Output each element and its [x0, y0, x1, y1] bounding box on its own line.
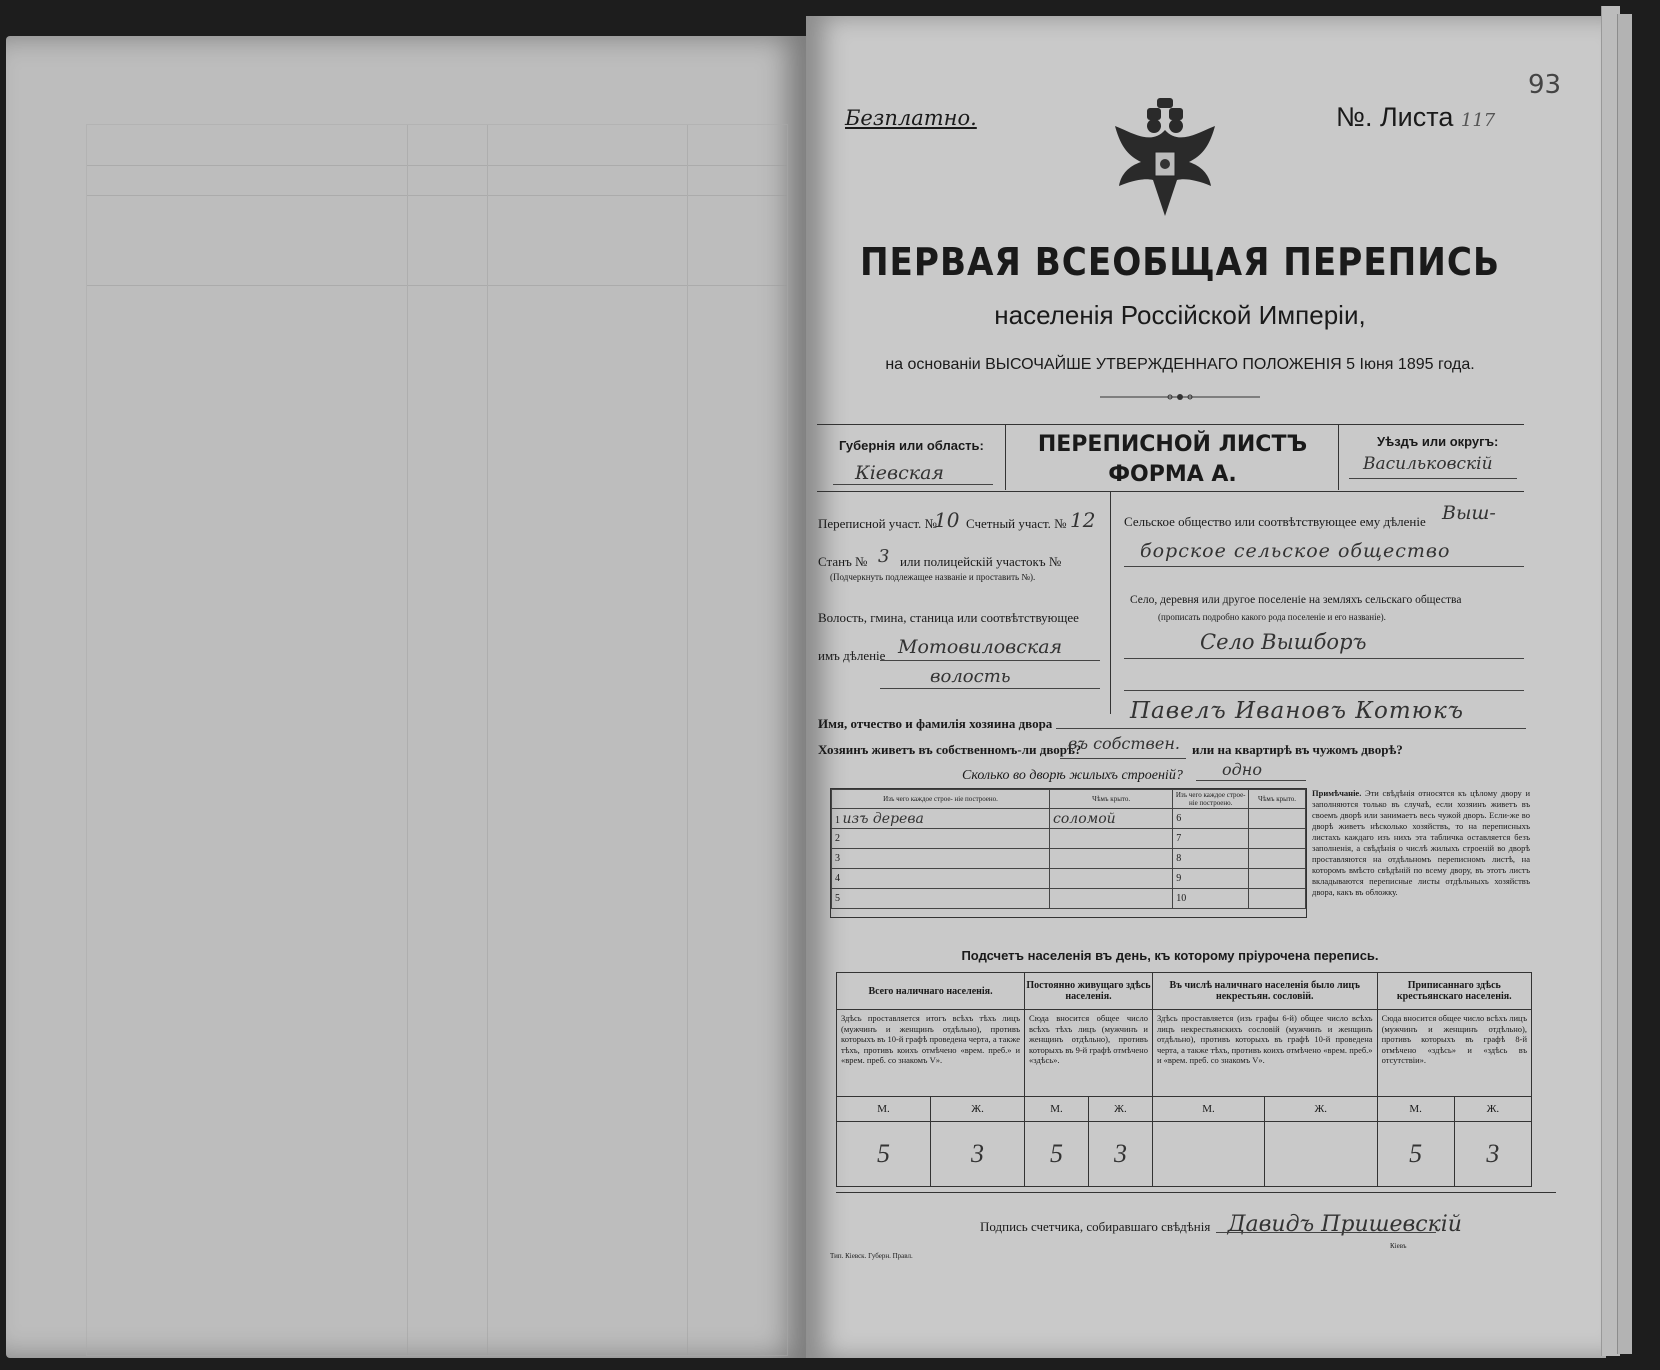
- owner-value: Павелъ Ивановъ Котюкъ: [1130, 698, 1465, 724]
- society-value-2: борское сельское общество: [1140, 540, 1451, 562]
- stan-label: Станъ №: [818, 554, 868, 569]
- permanent-male: 5: [1025, 1122, 1089, 1187]
- buildings-question: Сколько во дворѣ жилыхъ строеній?: [962, 768, 1183, 783]
- note-title: Примѣчаніе.: [1312, 788, 1362, 798]
- lives-label: Хозяинъ живетъ въ собственномъ-ли дворѣ?: [818, 742, 1082, 757]
- col-material-header-2: Изъ чего каждое строе- ніе построено.: [1173, 790, 1249, 809]
- note-text: Эти свѣдѣнія относятся къ цѣлому двору и заполняются только въ случаѣ, если хозяинъ живетъ въ своемъ дворѣ или занимаетъ весь чужой дворъ. Если-же во дворѣ живетъ нѣсколько хозяйствъ, то на переписныхъ листахъ каждаго изъ нихъ эта табличка оставляется безъ заполненія, а свѣдѣнія о числѣ жилыхъ строеній во дворѣ проставляются на отдѣльномъ переписномъ листѣ, на которомъ вмѣсто свѣдѣній по всему двору, въ этотъ листъ вкладываются переписные листы отдѣльныхъ хозяйствъ двора, какъ въ обложку.: [1312, 788, 1530, 897]
- legal-basis: на основаніи ВЫСОЧАЙШЕ УТВЕРЖДЕННАГО ПОЛОЖЕНІЯ 5 Іюня 1895 года.: [885, 356, 1475, 373]
- population-table: Всего наличнаго населенія. Постоянно живущаго здѣсь населенія. Въ числѣ наличнаго населенія было лицъ некрестьян. сословій. Приписаннаго здѣсь крестьянскаго населенія. Здѣсь проставляется итогъ всѣхъ тѣхъ лицъ (мужчинъ и женщинъ отдѣльно), противъ которыхъ въ 10-й графѣ проведена черта, а также тѣхъ, противъ коихъ отмѣчено «врем. преб.» и «врем. преб. со знакомъ V». Сюда вносится общее число всѣхъ тѣхъ лицъ (мужчинъ и женщинъ отдѣльно), противъ которыхъ въ 9-й графѣ отмѣчено «здѣсь». Здѣсь проставляется (изъ графы 6-й) общее число всѣхъ лицъ некрестьянскихъ сословій (мужчинъ и женщинъ отдѣльно), противъ которыхъ въ графѣ 10-й проведена черта, а также тѣхъ, противъ коихъ отмѣчено «врем. преб.» и «врем. преб. со знакомъ V». Сюда вносится общее число всѣхъ лицъ (мужчинъ и женщинъ отдѣльно), противъ которыхъ въ графѣ 8-й отмѣчено «здѣсь» и «здѣсь въ отсутствіи». М. Ж. М. Ж. М. Ж. М. Ж. 5 3 5 3 5 3: [836, 972, 1532, 1174]
- uezd-value: Васильковскій: [1363, 454, 1493, 474]
- society-value: Выш-: [1442, 502, 1496, 524]
- table-row: 4 9: [832, 869, 1306, 889]
- col-roof-header: Чѣмъ крыто.: [1050, 790, 1173, 809]
- printer-mark-left: Тип. Кіевск. Губерн. Правл.: [830, 1252, 913, 1260]
- col-material-header: Изъ чего каждое строе- ніе построено.: [832, 790, 1050, 809]
- printer-mark-right: Кіевъ: [1390, 1242, 1407, 1250]
- free-label: Безплатно.: [845, 106, 977, 130]
- population-caption: Подсчетъ населенія въ день, къ которому пріурочена перепись.: [961, 948, 1379, 963]
- peasant-male: 5: [1377, 1122, 1454, 1187]
- table-row: 2 7: [832, 829, 1306, 849]
- form-title: [1010, 430, 1335, 490]
- uezd-cell: [1338, 424, 1525, 490]
- table-row: 1 изъ дерева соломой 6: [832, 809, 1306, 829]
- police-label: или полицейскій участокъ №: [900, 554, 1062, 569]
- left-page: [6, 36, 806, 1358]
- form-title-line1: ПЕРЕПИСНОЙ ЛИСТЪ: [1037, 432, 1308, 457]
- gubernia-label: Губернія или область:: [839, 438, 984, 453]
- village-value: Село Вышборъ: [1200, 630, 1367, 654]
- buildings-table: [830, 788, 1307, 918]
- imperial-eagle-emblem: [1111, 96, 1219, 226]
- lives-alt-label: или на квартирѣ въ чужомъ дворѣ?: [1192, 742, 1403, 757]
- nonpeasant-male: [1152, 1122, 1264, 1187]
- census-title: ПЕРВАЯ ВСЕОБЩАЯ ПЕРЕПИСЬ: [859, 240, 1501, 284]
- village-note: (прописать подробно какого рода поселеніе и его названіе).: [1158, 612, 1386, 622]
- volost-value-2: волость: [930, 666, 1011, 687]
- volost-value: Мотовиловская: [898, 636, 1063, 658]
- col-nonpeasant-header: Въ числѣ наличнаго населенія было лицъ некрестьян. сословій.: [1152, 973, 1377, 1010]
- village-label: Село, деревня или другое поселеніе на земляхъ сельскаго общества: [1130, 594, 1462, 606]
- signature-label: Подпись счетчика, собиравшаго свѣдѣнія: [980, 1219, 1211, 1234]
- count-area-value: 12: [1070, 508, 1096, 532]
- signature-line: [980, 1212, 1462, 1237]
- census-subtitle: населенія Россійской Имперіи,: [994, 300, 1366, 330]
- total-male: 5: [837, 1122, 931, 1187]
- uezd-label: Уѣздъ или округъ:: [1377, 434, 1499, 449]
- page-edge: [1617, 14, 1632, 1354]
- society-label: Сельское общество или соотвѣтствующее ему дѣленіе: [1124, 514, 1426, 529]
- census-area-value: 10: [934, 508, 960, 532]
- col-total-desc: Здѣсь проставляется итогъ всѣхъ тѣхъ лицъ (мужчинъ и женщинъ отдѣльно), противъ которыхъ въ 10-й графѣ проведена черта, а также тѣхъ, противъ коихъ отмѣчено «врем. преб.» и «врем. преб. со знакомъ V».: [837, 1010, 1025, 1097]
- col-peasant-header: Приписаннаго здѣсь крестьянскаго населенія.: [1377, 973, 1531, 1010]
- owner-label: Имя, отчество и фамилія хозяина двора: [818, 716, 1053, 731]
- lives-value: въ собствен.: [1068, 734, 1180, 753]
- col-permanent-header: Постоянно живущаго здѣсь населенія.: [1025, 973, 1153, 1010]
- nonpeasant-female: [1264, 1122, 1377, 1187]
- table-row: 3 8: [832, 849, 1306, 869]
- sheet-label: №. Листа: [1336, 102, 1454, 132]
- underline-note: (Подчеркнуть подлежащее названіе и проставить №).: [830, 572, 1036, 582]
- col-peasant-desc: Сюда вносится общее число всѣхъ лицъ (мужчинъ и женщинъ отдѣльно), противъ которыхъ въ графѣ 8-й отмѣчено «здѣсь» и «здѣсь въ отсутствіи».: [1377, 1010, 1531, 1097]
- bleed-through-grid: [86, 124, 788, 1356]
- signature-value: Давидъ Пришевскій: [1227, 1212, 1462, 1237]
- col-permanent-desc: Сюда вносится общее число всѣхъ тѣхъ лицъ (мужчинъ и женщинъ отдѣльно), противъ которыхъ въ 9-й графѣ отмѣчено «здѣсь».: [1025, 1010, 1153, 1097]
- permanent-female: 3: [1089, 1122, 1153, 1187]
- peasant-female: 3: [1454, 1122, 1531, 1187]
- col-nonpeasant-desc: Здѣсь проставляется (изъ графы 6-й) общее число всѣхъ лицъ некрестьянскихъ сословій (мужчинъ и женщинъ отдѣльно), противъ которыхъ въ графѣ 10-й проведена черта, а также тѣхъ, противъ коихъ отмѣчено «врем. преб.» и «врем. преб. со знакомъ V».: [1152, 1010, 1377, 1097]
- row-roof: соломой: [1053, 810, 1116, 827]
- page-number: 93: [1528, 70, 1562, 100]
- ornament-divider: [1100, 392, 1260, 402]
- buildings-count-value: одно: [1222, 760, 1262, 779]
- gubernia-value: Кіевская: [855, 462, 944, 484]
- volost-label-2: имъ дѣленіе: [818, 648, 886, 663]
- sheet-number-value: 117: [1460, 110, 1496, 131]
- total-female: 3: [931, 1122, 1025, 1187]
- col-roof-header-2: Чѣмъ крыто.: [1249, 790, 1306, 809]
- sheet-number: [1336, 102, 1495, 133]
- census-area-label: Переписной участ. №: [818, 516, 937, 531]
- form-title-line2: ФОРМА А.: [1108, 462, 1237, 487]
- table-row: 5 10: [832, 889, 1306, 909]
- stan-value: 3: [878, 546, 890, 567]
- note-block: [1312, 788, 1530, 898]
- volost-label: Волость, гмина, станица или соотвѣтствующее: [818, 610, 1079, 625]
- row-material: изъ дерева: [842, 810, 924, 827]
- col-total-header: Всего наличнаго населенія.: [837, 973, 1025, 1010]
- count-area-label: Счетный участ. №: [966, 516, 1067, 531]
- gubernia-cell: [817, 424, 1006, 490]
